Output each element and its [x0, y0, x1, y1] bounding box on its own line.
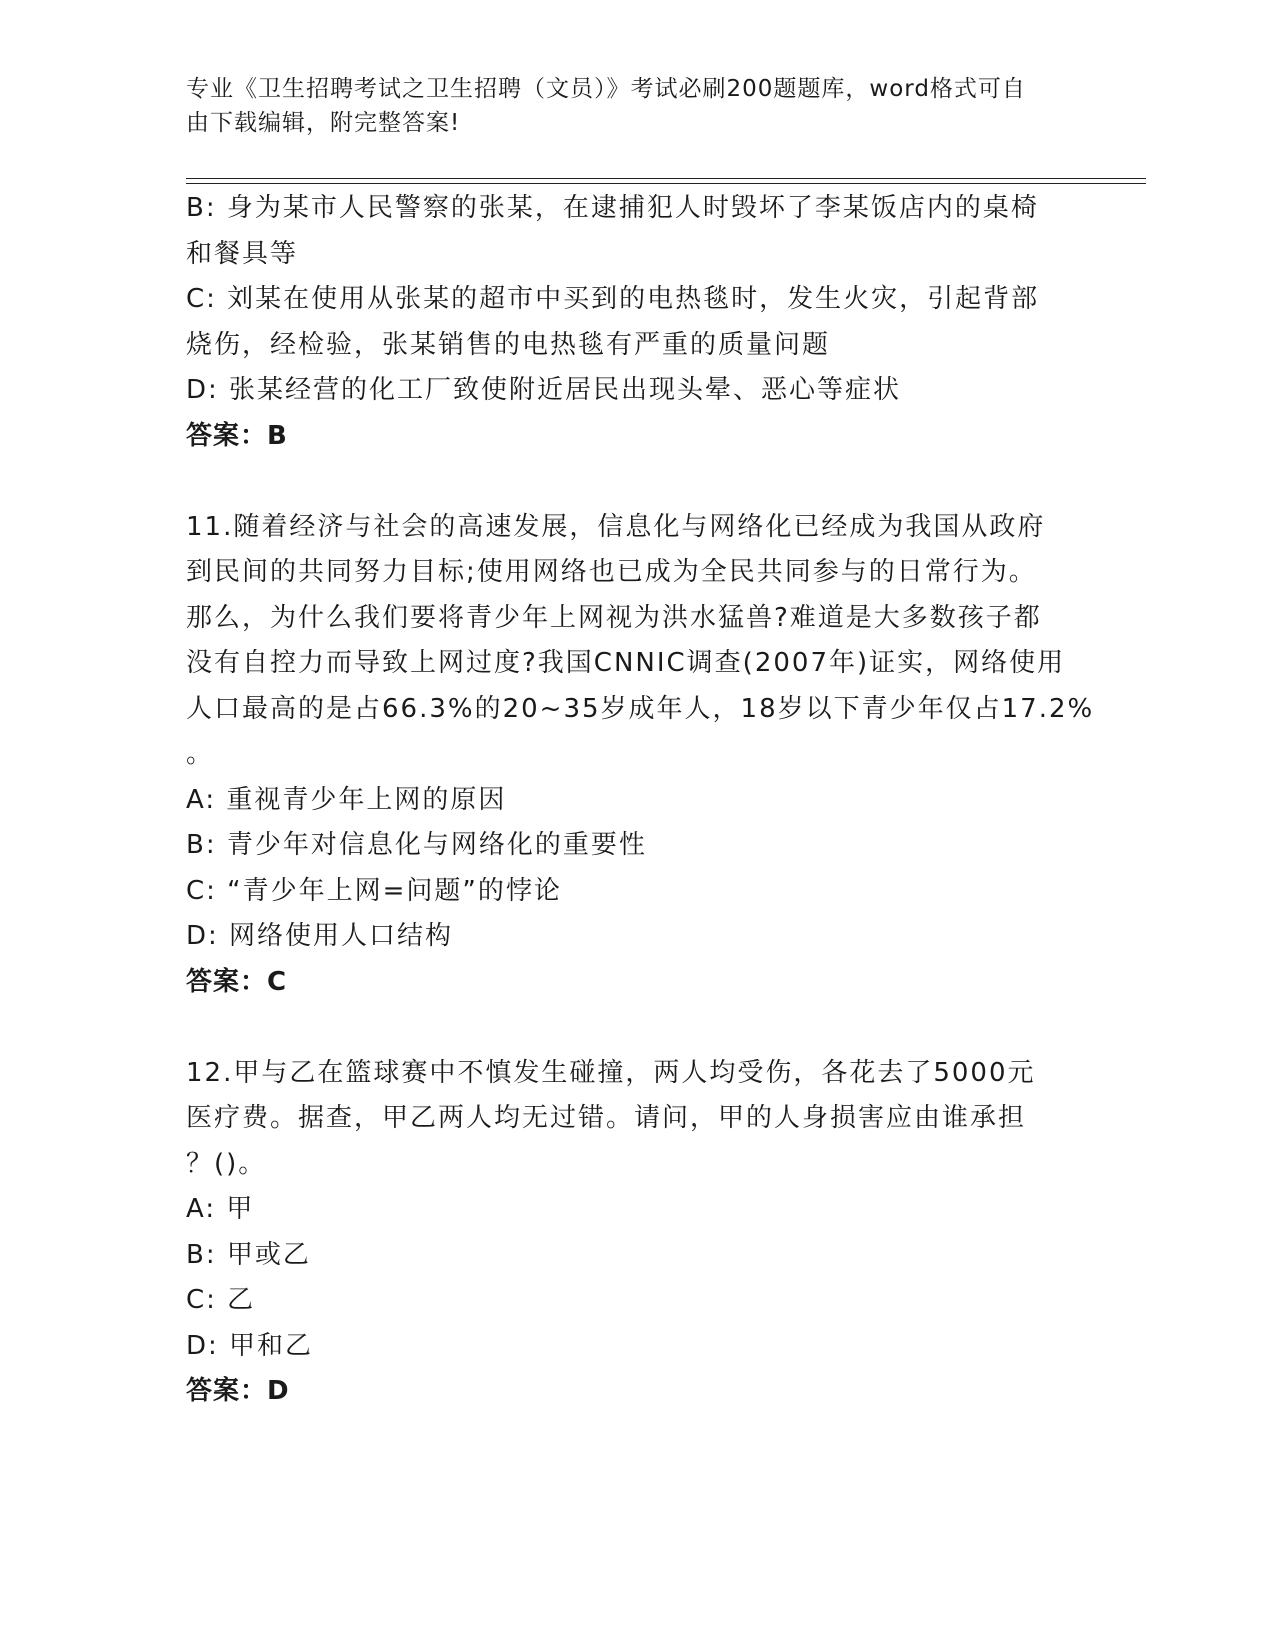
spacer [186, 1005, 1086, 1051]
q11-stem-line-1: 11.随着经济与社会的高速发展，信息化与网络化已经成为我国从政府 [186, 511, 1046, 542]
q11-stem-line-2: 到民间的共同努力目标;使用网络也已成为全民共同参与的日常行为。 [186, 557, 1037, 587]
q12-stem-line-1: 12.甲与乙在篮球赛中不慎发生碰撞，两人均受伤，各花去了5000元 [186, 1057, 1036, 1088]
q12-option-c: C: 乙 [186, 1285, 256, 1315]
q12-stem-line-2: 医疗费。据查，甲乙两人均无过错。请问，甲的人身损害应由谁承担 [186, 1103, 1027, 1133]
q12-option-a: A: 甲 [186, 1194, 255, 1224]
q11-option-b: B: 青少年对信息化与网络化的重要性 [186, 830, 647, 860]
header-line-2: 由下载编辑，附完整答案! [186, 110, 461, 136]
q12-stem-line-3: ？()。 [186, 1148, 267, 1179]
document-header [186, 72, 1066, 140]
q10-option-c-line-2: 烧伤，经检验，张某销售的电热毯有严重的质量问题 [186, 329, 831, 360]
q11-option-d: D: 网络使用人口结构 [186, 921, 454, 951]
question-11 [186, 505, 1095, 1006]
q11-stem-line-6: 。 [186, 739, 215, 769]
question-12 [186, 1051, 1086, 1415]
q11-stem-line-5: 人口最高的是占66.3%的20~35岁成年人，18岁以下青少年仅占17.2% [186, 693, 1095, 724]
spacer [186, 459, 1086, 505]
q11-option-c: C: “青少年上网=问题”的悖论 [186, 875, 562, 906]
q12-option-d: D: 甲和乙 [186, 1330, 314, 1361]
q12-answer: 答案：D [186, 1376, 290, 1406]
q10-answer: 答案：B [186, 420, 288, 451]
q10-option-b-line-2: 和餐具等 [186, 238, 299, 269]
header-divider-top [186, 178, 1146, 179]
q11-answer: 答案：C [186, 966, 288, 997]
q10-option-d: D: 张某经营的化工厂致使附近居民出现头晕、恶心等症状 [186, 375, 902, 405]
question-10 [186, 186, 1086, 459]
q11-stem-line-4: 没有自控力而导致上网过度?我国CNNIC调查(2007年)证实，网络使用 [186, 648, 1066, 678]
q11-option-a: A: 重视青少年上网的原因 [186, 784, 507, 815]
q12-option-b: B: 甲或乙 [186, 1239, 311, 1270]
header-divider-bottom [186, 183, 1146, 184]
q11-stem-line-3: 那么，为什么我们要将青少年上网视为洪水猛兽?难道是大多数孩子都 [186, 602, 1042, 633]
q10-option-b-line-1: B: 身为某市人民警察的张某，在逮捕犯人时毁坏了李某饭店内的桌椅 [186, 193, 1039, 223]
header-line-1: 专业《卫生招聘考试之卫生招聘（文员）》考试必刷200题题库，word格式可自 [186, 76, 1026, 102]
q10-option-c-line-1: C: 刘某在使用从张某的超市中买到的电热毯时，发生火灾，引起背部 [186, 284, 1040, 314]
question-content [186, 186, 1095, 1415]
